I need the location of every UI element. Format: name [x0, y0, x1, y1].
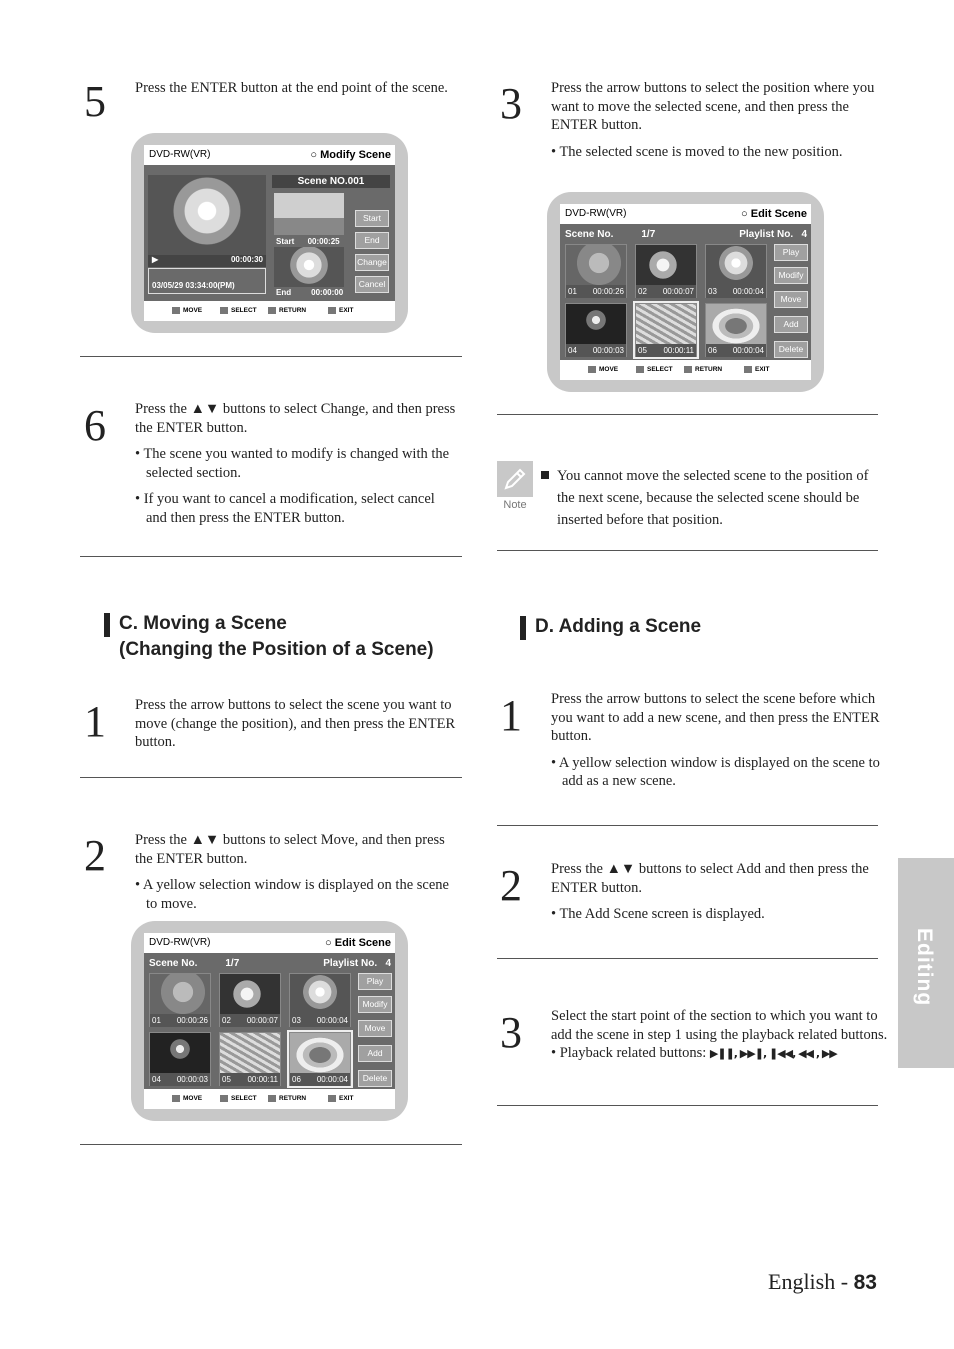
step-number: 6	[84, 401, 106, 450]
note-label: Note	[503, 499, 527, 511]
return-hint: RETURN	[684, 360, 722, 380]
divider	[497, 550, 878, 551]
move-button[interactable]: Move	[358, 1020, 392, 1037]
screen-title: ○ Edit Scene	[741, 208, 807, 220]
edit-scene-screen	[547, 192, 824, 392]
scene-no-label: Scene No. 1/7	[565, 229, 656, 240]
divider	[80, 556, 462, 557]
play-button[interactable]: Play	[774, 244, 808, 261]
start-thumb	[274, 193, 344, 235]
heading-bar	[104, 613, 110, 637]
step-number: 2	[84, 831, 106, 880]
step-bullet: • The selected scene is moved to the new position.	[551, 143, 843, 160]
select-hint: SELECT	[220, 301, 257, 321]
note-body: You cannot move the selected scene to the position of the next scene, because the selected scene should be inserted before that position.	[557, 468, 869, 528]
divider	[497, 825, 878, 826]
step-text	[135, 696, 460, 752]
step-text	[135, 400, 457, 527]
screen-footer	[144, 301, 395, 321]
screen-header	[144, 933, 395, 953]
step-instruction: Select the start point of the section to which you want to add the scene in step 1 using the playback related buttons.	[551, 1008, 888, 1043]
select-hint: SELECT	[636, 360, 673, 380]
move-hint: MOVE	[588, 360, 618, 380]
edit-scene-screen	[131, 921, 408, 1121]
step-bullet: • The scene you wanted to modify is changed with the selected section.	[135, 446, 450, 481]
playback-icons: ▶❚❚, ▶▶❚, ❚◀◀, ◀◀ , ▶▶	[709, 1047, 837, 1060]
add-button[interactable]: Add	[358, 1045, 392, 1062]
screen-footer	[560, 360, 811, 380]
end-thumb	[274, 247, 344, 287]
scene-thumb[interactable]: 02 00:00:07	[219, 973, 281, 1027]
step-instruction: Press the ENTER button at the end point of the scene.	[135, 80, 448, 96]
end-button[interactable]: End	[355, 232, 389, 249]
scene-number: Scene NO.001	[272, 175, 390, 188]
divider	[497, 414, 878, 415]
scene-thumb-selected[interactable]: 05 00:00:11	[635, 303, 697, 357]
section-heading	[119, 611, 434, 663]
step-number: 5	[84, 77, 106, 126]
divider	[497, 1105, 878, 1106]
step-instruction: Press the arrow buttons to select the position where you want to move the selected scene, and then press the ENTER button.	[551, 80, 875, 133]
step-bullet: • A yellow selection window is displayed on the scene to add as a new scene.	[551, 754, 880, 789]
disc-type: DVD-RW(VR)	[149, 937, 211, 948]
step-text	[135, 831, 455, 913]
chapter-tab	[898, 858, 954, 1068]
step-text	[551, 860, 881, 924]
step-instruction: Press the ▲▼ buttons to select Add and then press the ENTER button.	[551, 861, 869, 896]
scene-thumb[interactable]: 01 00:00:26	[565, 244, 627, 298]
move-button[interactable]: Move	[774, 291, 808, 308]
step-text	[551, 1007, 889, 1064]
step-number: 2	[500, 861, 522, 910]
page-number: 83	[853, 1271, 877, 1294]
step-bullet: • The Add Scene screen is displayed.	[551, 906, 765, 922]
step-text	[551, 79, 881, 161]
screen-title: ○ Modify Scene	[310, 149, 391, 161]
step-text	[135, 79, 455, 98]
heading-line: C. Moving a Scene	[119, 613, 287, 634]
scene-thumb[interactable]: 03 00:00:04	[705, 244, 767, 298]
divider	[497, 958, 878, 959]
end-label: End 00:00:00	[276, 288, 344, 297]
screen-body	[560, 204, 811, 380]
start-button[interactable]: Start	[355, 210, 389, 227]
heading-bar	[520, 616, 526, 640]
preview-time: ▶ 00:00:30	[148, 255, 266, 267]
add-button[interactable]: Add	[774, 316, 808, 333]
screen-footer	[144, 1089, 395, 1109]
move-hint: MOVE	[172, 301, 202, 321]
step-text	[551, 690, 881, 791]
scene-thumb[interactable]: 03 00:00:04	[289, 973, 351, 1027]
screen-body	[144, 933, 395, 1109]
modify-button[interactable]: Modify	[358, 996, 392, 1013]
step-instruction: Press the arrow buttons to select the scene before which you want to add a new scene, and then press the ENTER button.	[551, 691, 880, 744]
divider	[80, 1144, 462, 1145]
disc-type: DVD-RW(VR)	[149, 149, 211, 160]
playlist-label: Playlist No. 4	[323, 958, 391, 969]
step-instruction: Press the arrow buttons to select the scene you want to move (change the position), and then press the ENTER button.	[135, 697, 456, 750]
scene-no-label: Scene No. 1/7	[149, 958, 240, 969]
page-footer	[768, 1268, 877, 1297]
cancel-button[interactable]: Cancel	[355, 276, 389, 293]
step-number: 3	[500, 79, 522, 128]
scene-thumb-selected[interactable]: 06 00:00:04	[289, 1032, 351, 1086]
step-number: 1	[84, 697, 106, 746]
step-bullet: • Playback related buttons: ▶❚❚, ▶▶❚, ❚◀◀, ◀◀ , ▶▶	[551, 1045, 837, 1061]
scene-thumb[interactable]: 02 00:00:07	[635, 244, 697, 298]
scene-thumb[interactable]: 04 00:00:03	[149, 1032, 211, 1086]
disc-type: DVD-RW(VR)	[565, 208, 627, 219]
preview-image	[148, 175, 266, 255]
scene-thumb[interactable]: 04 00:00:03	[565, 303, 627, 357]
screen-body	[144, 145, 395, 321]
play-button[interactable]: Play	[358, 973, 392, 990]
step-bullet: • If you want to cancel a modification, select cancel and then press the ENTER button.	[135, 491, 435, 526]
screen-header	[144, 145, 395, 165]
note-text	[541, 465, 881, 531]
footer-language: English -	[768, 1269, 854, 1294]
scene-thumb[interactable]: 01 00:00:26	[149, 973, 211, 1027]
modify-scene-screen	[131, 133, 408, 333]
return-hint: RETURN	[268, 301, 306, 321]
scene-thumb[interactable]: 05 00:00:11	[219, 1032, 281, 1086]
note-icon	[497, 461, 533, 497]
exit-hint: EXIT	[328, 1089, 353, 1109]
heading-line: D. Adding a Scene	[535, 616, 702, 637]
scene-thumb[interactable]: 06 00:00:04	[705, 303, 767, 357]
delete-button[interactable]: Delete	[774, 341, 808, 358]
move-hint: MOVE	[172, 1089, 202, 1109]
start-label: Start 00:00:25	[276, 237, 340, 246]
bullet-square	[541, 471, 549, 479]
exit-hint: EXIT	[328, 301, 353, 321]
delete-button[interactable]: Delete	[358, 1070, 392, 1087]
playlist-label: Playlist No. 4	[739, 229, 807, 240]
exit-hint: EXIT	[744, 360, 769, 380]
change-button[interactable]: Change	[355, 254, 389, 271]
step-bullet: • A yellow selection window is displayed on the scene to move.	[135, 877, 449, 912]
modify-button[interactable]: Modify	[774, 267, 808, 284]
screen-title: ○ Edit Scene	[325, 937, 391, 949]
screen-header	[560, 204, 811, 224]
heading-line: (Changing the Position of a Scene)	[119, 639, 434, 660]
chapter-tab-label: Editing	[913, 928, 936, 1007]
select-hint: SELECT	[220, 1089, 257, 1109]
step-instruction: Press the ▲▼ buttons to select Move, and then press the ENTER button.	[135, 832, 445, 867]
section-heading	[535, 614, 701, 640]
return-hint: RETURN	[268, 1089, 306, 1109]
divider	[80, 777, 462, 778]
divider	[80, 356, 462, 357]
step-instruction: Press the ▲▼ buttons to select Change, and then press the ENTER button.	[135, 401, 456, 436]
date-box: 03/05/29 03:34:00(PM)	[148, 268, 266, 294]
step-number: 3	[500, 1008, 522, 1057]
step-number: 1	[500, 691, 522, 740]
